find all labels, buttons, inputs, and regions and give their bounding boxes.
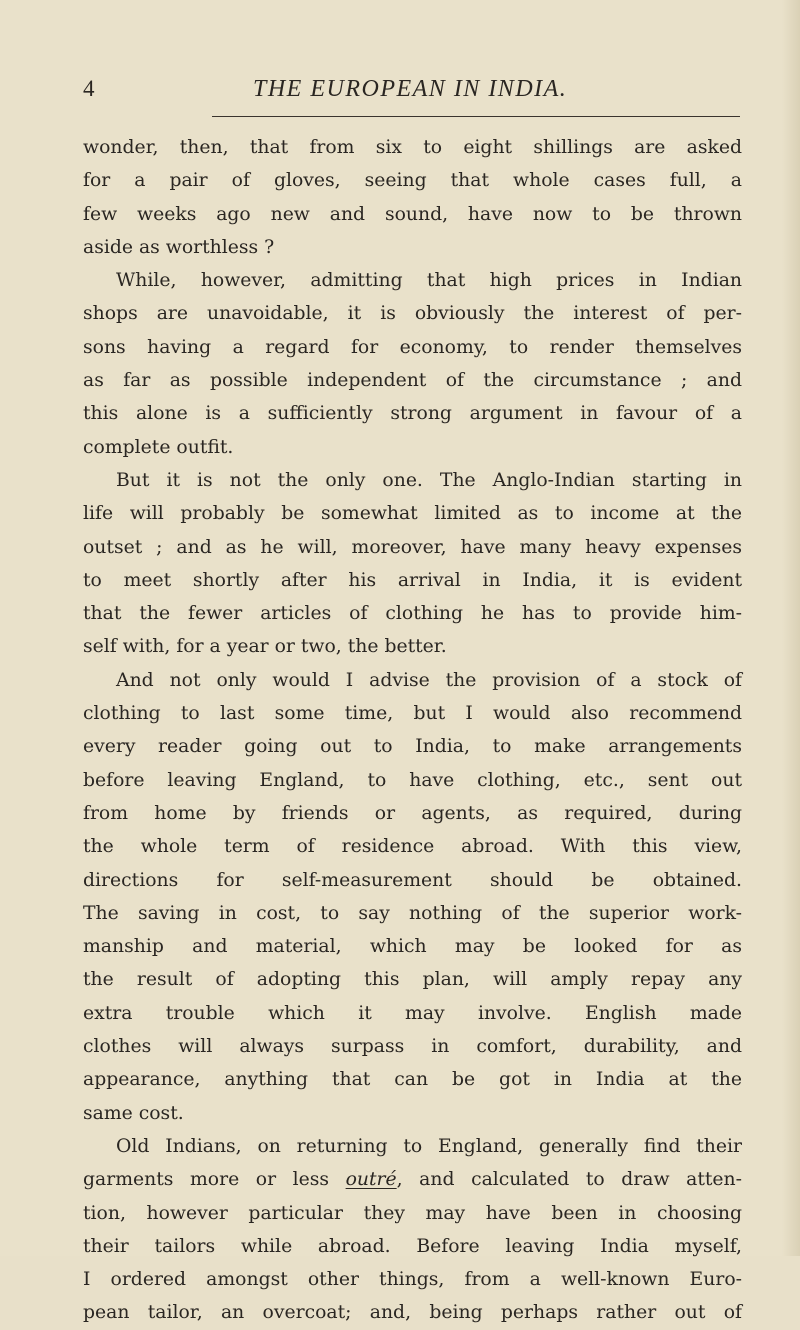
text-line: The saving in cost, to say nothing of the superior work- bbox=[83, 902, 742, 924]
text-line: manship and material, which may be looked for as bbox=[83, 936, 742, 958]
text-line: their tailors while abroad. Before leaving India myself, bbox=[83, 1235, 742, 1257]
body-text bbox=[83, 131, 742, 1330]
text-line: aside as worthless ? bbox=[83, 236, 275, 258]
text-line: complete outfit. bbox=[83, 436, 234, 458]
text-line: for a pair of gloves, seeing that whole cases full, a bbox=[83, 170, 742, 192]
text-line: appearance, anything that can be got in India at the bbox=[83, 1069, 742, 1091]
text-line: as far as possible independent of the circumstance ; and bbox=[83, 370, 742, 392]
text-line: clothing to last some time, but I would also recommend bbox=[83, 703, 742, 725]
text-line: that the fewer articles of clothing he has to provide him- bbox=[83, 603, 742, 625]
text-line: same cost. bbox=[83, 1102, 184, 1124]
paragraph-first-line: But it is not the only one. The Anglo-Indian starting in bbox=[116, 469, 742, 491]
text-line: from home by friends or agents, as required, during bbox=[83, 802, 742, 824]
text-line: I ordered amongst other things, from a well-known Euro- bbox=[83, 1269, 742, 1291]
paragraph-first-line: And not only would I advise the provision of a stock of bbox=[116, 669, 742, 691]
text-line: wonder, then, that from six to eight shillings are asked bbox=[83, 137, 742, 158]
text-line: few weeks ago new and sound, have now to be thrown bbox=[83, 203, 742, 225]
italic-word: outré bbox=[345, 1169, 397, 1191]
text-line: the result of adopting this plan, will amply repay any bbox=[83, 969, 742, 991]
text-line: outset ; and as he will, moreover, have many heavy expenses bbox=[83, 536, 742, 558]
text-line: extra trouble which it may involve. English made bbox=[83, 1002, 742, 1024]
text-line-with-italic bbox=[83, 1163, 742, 1196]
text-line: sons having a regard for economy, to render themselves bbox=[83, 336, 742, 358]
header-rule bbox=[212, 116, 740, 117]
text-line: every reader going out to India, to make arrangements bbox=[83, 736, 742, 758]
paragraph-first-line: While, however, admitting that high prices in Indian bbox=[116, 270, 742, 292]
text-line: clothes will always surpass in comfort, durability, and bbox=[83, 1036, 742, 1058]
text-line: to meet shortly after his arrival in India, it is evident bbox=[83, 569, 742, 591]
running-title: THE EUROPEAN IN INDIA. bbox=[253, 76, 568, 102]
text-line: life will probably be somewhat limited as to income at the bbox=[83, 503, 742, 525]
text-line: shops are unavoidable, it is obviously the interest of per- bbox=[83, 303, 742, 325]
text-segment: garments more or less bbox=[83, 1169, 346, 1191]
text-line: tion, however particular they may have been in choosing bbox=[83, 1202, 742, 1224]
page-number: 4 bbox=[83, 76, 95, 101]
text-line: before leaving England, to have clothing, etc., sent out bbox=[83, 769, 742, 791]
page-edge-shadow bbox=[782, 0, 800, 1256]
text-line: directions for self-measurement should be obtained. bbox=[83, 869, 742, 891]
text-line: pean tailor, an overcoat; and, being perhaps rather out of bbox=[83, 1302, 742, 1324]
text-segment: , and calculated to draw atten- bbox=[396, 1169, 742, 1191]
paragraph-first-line: Old Indians, on returning to England, generally find their bbox=[116, 1135, 742, 1157]
text-line: the whole term of residence abroad. With this view, bbox=[83, 836, 742, 858]
running-head bbox=[83, 74, 743, 104]
text-line: this alone is a sufficiently strong argument in favour of a bbox=[83, 403, 742, 425]
text-line: self with, for a year or two, the better. bbox=[83, 636, 447, 658]
